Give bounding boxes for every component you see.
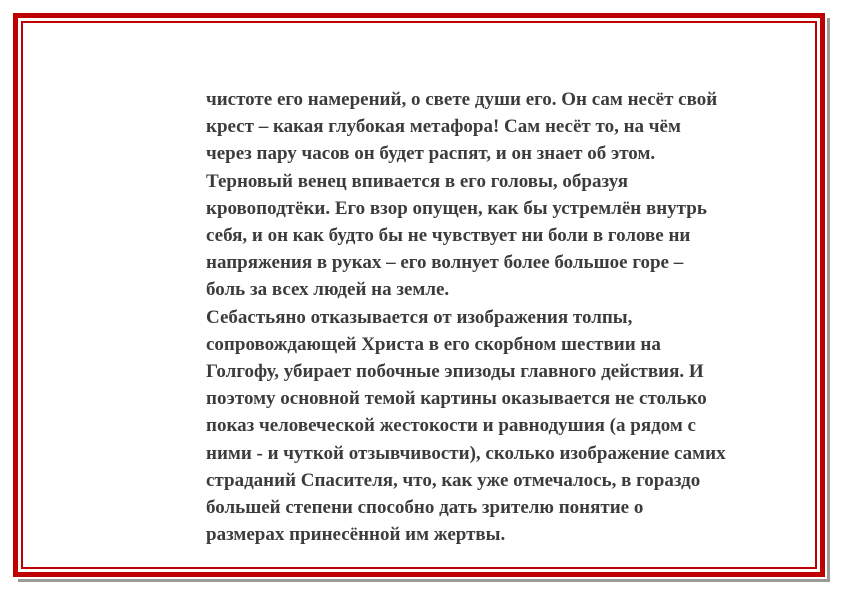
text-line: крест – какая глубокая метафора! Сам несёт то, на чём (206, 116, 681, 138)
document-text (206, 86, 726, 548)
text-line: чистоте его намерений, о свете души его. Он сам несёт свой (206, 89, 718, 110)
text-line: Голгофу, убирает побочные эпизоды главного действия. И (206, 361, 704, 383)
text-line: себя, и он как будто бы не чувствует ни боли в голове ни (206, 225, 691, 247)
text-line: страданий Спасителя, что, как уже отмечалось, в гораздо (206, 469, 701, 491)
text-line: сопровождающей Христа в его скорбном шествии на (206, 333, 661, 355)
text-line: ними - и чуткой отзывчивости), сколько изображение самих (206, 442, 726, 464)
text-line: показ человеческой жестокости и равнодушия (а рядом с (206, 415, 696, 437)
text-line: напряжения в руках – его волнует более большое горе – (206, 252, 684, 274)
text-line: Терновый венец впивается в его головы, образуя (206, 170, 629, 192)
text-line: боль за всех людей на земле. (206, 279, 450, 301)
text-line: Себастьяно отказывается от изображения толпы, (206, 306, 633, 328)
text-line: большей степени способно дать зрителю понятие о (206, 497, 644, 519)
text-line: через пару часов он будет распят, и он знает об этом. (206, 143, 656, 165)
text-line: кровоподтёки. Его взор опущен, как бы устремлён внутрь (206, 197, 707, 219)
text-line: поэтому основной темой картины оказывается не столько (206, 388, 707, 410)
text-line: размерах принесённой им жертвы. (206, 524, 506, 546)
